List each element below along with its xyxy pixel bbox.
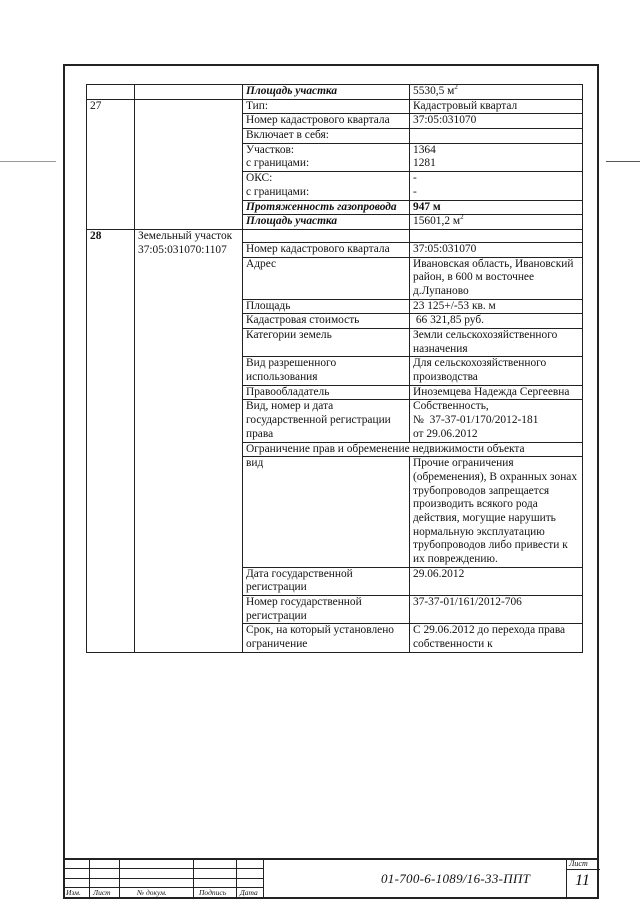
doc-label: № докум. [137, 888, 167, 897]
sign-label: Подпись [199, 888, 227, 897]
table-row: Номер кадастрового квартала 37:05:031070 [87, 242, 583, 257]
sheet-box [566, 858, 600, 899]
table-row: Категории земель Земли сельскохозяйственного назначения [87, 329, 583, 357]
margin-mark-left [0, 161, 56, 162]
table-row: Правообладатель Иноземцева Надежда Сергеевна [87, 385, 583, 400]
table-row: Участков: 1364 [87, 143, 583, 157]
table-row: с границами: 1281 [87, 157, 583, 171]
table-row: Срок, на который установлено ограничение С 29.06.2012 до перехода права собственности к [87, 624, 583, 652]
table-row: Вид, номер и дата государственной регистрации права Собственность, № 37-37-01/170/2012-181 от 29.06.2012 [87, 400, 583, 442]
row-number: 28 [87, 229, 135, 652]
table-row: Площадь участка 5530,5 $м^2$ [87, 85, 583, 100]
table-row: Площадь 23 125+/-53 кв. м [87, 299, 583, 314]
date-label: Дата [240, 888, 258, 897]
sheet-number: 11 [575, 872, 590, 889]
land-plot-table [86, 84, 583, 653]
izm-label: Изм. [66, 888, 81, 897]
table-row: Номер государственной регистрации 37-37-01/161/2012-706 [87, 596, 583, 624]
table-row: 27 Тип: Кадастровый квартал [87, 99, 583, 114]
area-label: Площадь участка [243, 85, 410, 100]
table-row: Дата государственной регистрации 29.06.2012 [87, 567, 583, 595]
object-name: Земельный участок 37:05:031070:1107 [135, 229, 243, 652]
document-code: 01-700-6-1089/16-33-ППТ [381, 871, 531, 886]
sheet-label: Лист [569, 859, 588, 868]
table-row: Вид разрешенного использования Для сельскохозяйственного производства [87, 357, 583, 385]
table-row: с границами: - [87, 186, 583, 200]
restriction-header: Ограничение прав и обременение недвижимости объекта [243, 442, 583, 457]
row-number: 27 [87, 99, 135, 229]
title-block [63, 858, 599, 899]
table-row: ОКС: - [87, 172, 583, 186]
table-row: вид Прочие ограничения (обременения), В охранных зонах трубопроводов запрещается производить всякого рода действия, могущие нарушить нормальную эксплуатацию трубопроводов либо привести к их повреждению. [87, 457, 583, 568]
table-row: Площадь участка 15601,2 $м^2$ [87, 215, 583, 230]
list-label: Лист [93, 888, 111, 897]
area-value: 5530,5 м [413, 85, 455, 97]
table-row: Адрес Ивановская область, Ивановский район, в 600 м восточнее д.Лупаново [87, 257, 583, 299]
table-row: Протяженность газопровода 947 м [87, 200, 583, 215]
table-row: Включает в себя: [87, 129, 583, 144]
table-row: Номер кадастрового квартала 37:05:031070 [87, 114, 583, 129]
table-row: Кадастровая стоимость 66 321,85 руб. [87, 314, 583, 329]
margin-mark-right [606, 161, 640, 162]
table-row [87, 229, 583, 242]
